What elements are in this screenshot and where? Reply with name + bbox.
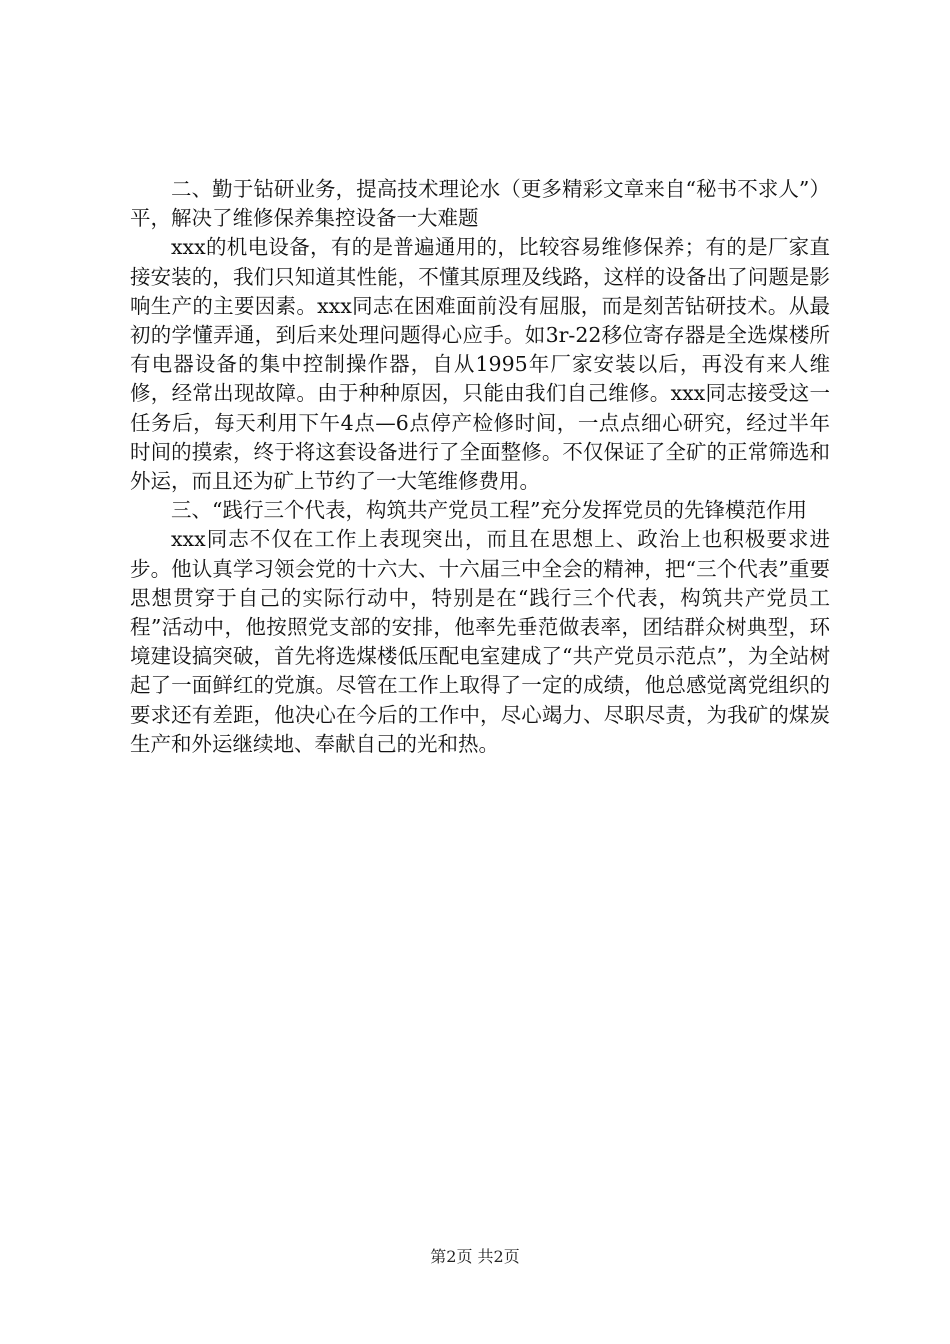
page-footer: 第2页 共2页: [430, 1247, 520, 1266]
document-body: [130, 175, 830, 759]
body-paragraph-2: xxx同志不仅在工作上表现突出，而且在思想上、政治上也积极要求进步。他认真学习领会党的十六大、十六届三中全会的精神，把“三个代表”重要思想贯穿于自己的实际行动中，特别是在“践行三个代表，构筑共产党员工程”活动中，他按照党支部的安排，他率先垂范做表率，团结群众树典型，环境建设搞突破，首先将选煤楼低压配电室建成了“共产党员示范点”，为全站树起了一面鲜红的党旗。尽管在工作上取得了一定的成绩，他总感觉离党组织的要求还有差距，他决心在今后的工作中，尽心竭力、尽职尽责，为我矿的煤炭生产和外运继续地、奉献自己的光和热。: [130, 527, 830, 756]
body-paragraph-1: xxx的机电设备，有的是普遍通用的，比较容易维修保养；有的是厂家直接安装的，我们只知道其性能，不懂其原理及线路，这样的设备出了问题是影响生产的主要因素。xxx同志在困难面前没有屈服，而是刻苦钻研技术。从最初的学懂弄通，到后来处理问题得心应手。如3r-22移位寄存器是全选煤楼所有电器设备的集中控制操作器，自从1995年厂家安装以后，再没有来人维修，经常出现故障。由于种种原因，只能由我们自己维修。xxx同志接受这一任务后，每天利用下午4点—6点停产检修时间，一点点细心研究，经过半年时间的摸索，终于将这套设备进行了全面整修。不仅保证了全矿的正常筛选和外运，而且还为矿上节约了一大笔维修费用。: [130, 235, 830, 494]
section-heading-2: 二、勤于钻研业务，提高技术理论水（更多精彩文章来自“秘书不求人”）平，解决了维修保养集控设备一大难题: [130, 177, 830, 231]
section-heading-3: 三、“践行三个代表，构筑共产党员工程”充分发挥党员的先锋模范作用: [171, 498, 807, 523]
